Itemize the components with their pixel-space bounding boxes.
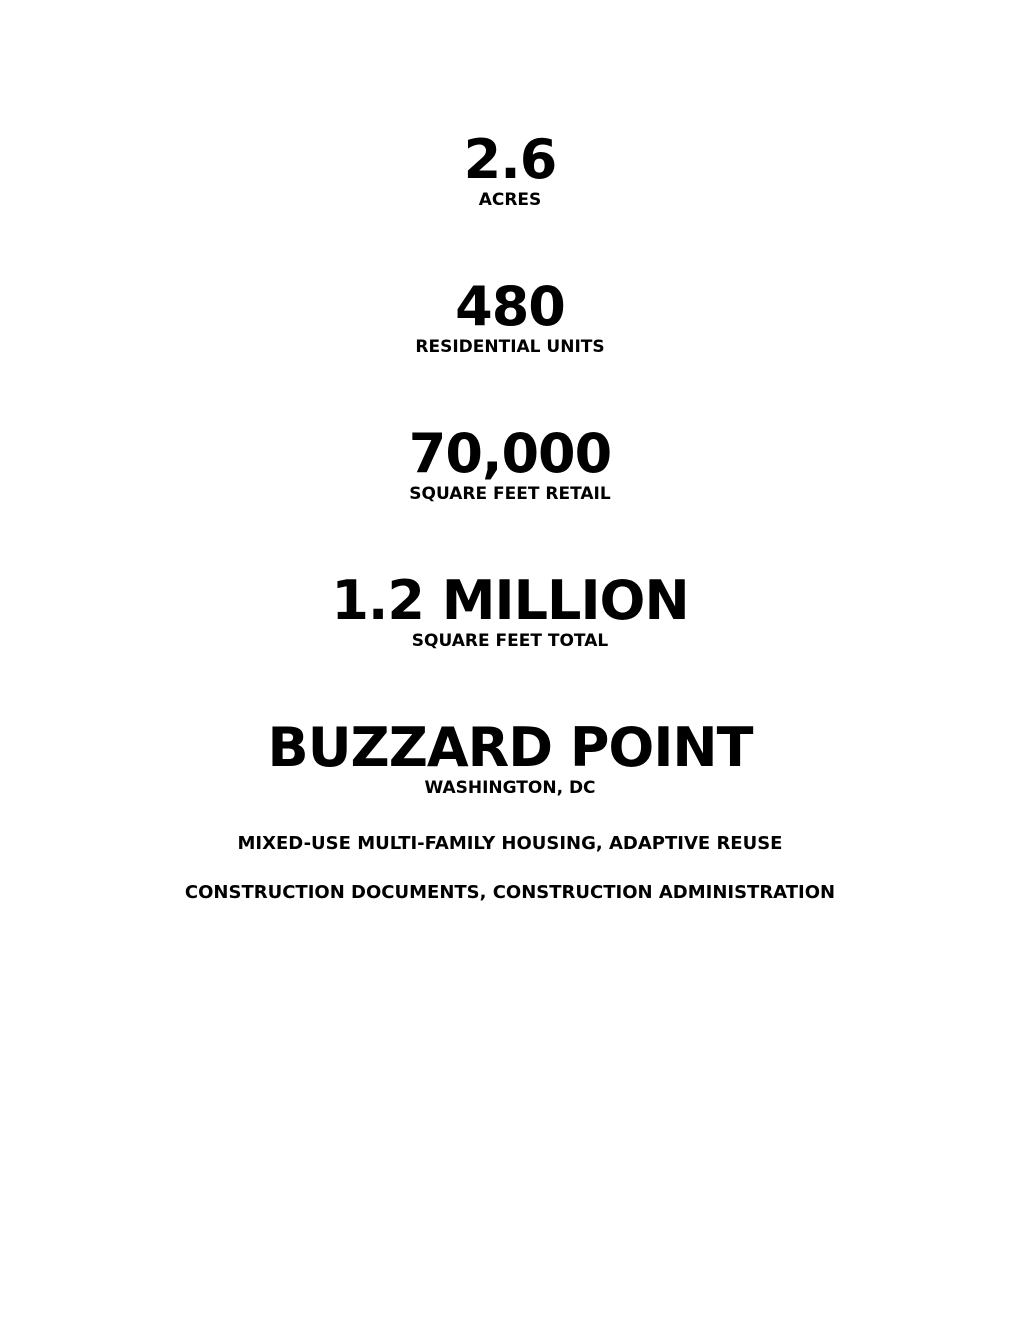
stat-label: SQUARE FEET TOTAL bbox=[411, 631, 609, 651]
project-location: WASHINGTON, DC bbox=[424, 778, 596, 798]
stat-residential-units bbox=[0, 277, 1020, 357]
project-name: BUZZARD POINT bbox=[267, 716, 753, 779]
project-type: MIXED-USE MULTI-FAMILY HOUSING, ADAPTIVE REUSE bbox=[237, 833, 783, 854]
project-services: CONSTRUCTION DOCUMENTS, CONSTRUCTION ADMINISTRATION bbox=[184, 882, 836, 903]
stat-value: 70,000 bbox=[408, 422, 612, 485]
stat-value: 480 bbox=[455, 275, 565, 338]
stat-acres bbox=[0, 130, 1020, 210]
stat-value: 1.2 MILLION bbox=[331, 569, 689, 632]
stat-total-square-feet bbox=[0, 571, 1020, 651]
stat-value: 2.6 bbox=[463, 128, 557, 191]
stat-label: ACRES bbox=[478, 190, 542, 210]
stat-label: SQUARE FEET RETAIL bbox=[409, 484, 611, 504]
project-title-block bbox=[0, 718, 1020, 798]
stat-label: RESIDENTIAL UNITS bbox=[415, 337, 605, 357]
stat-retail-square-feet bbox=[0, 424, 1020, 504]
